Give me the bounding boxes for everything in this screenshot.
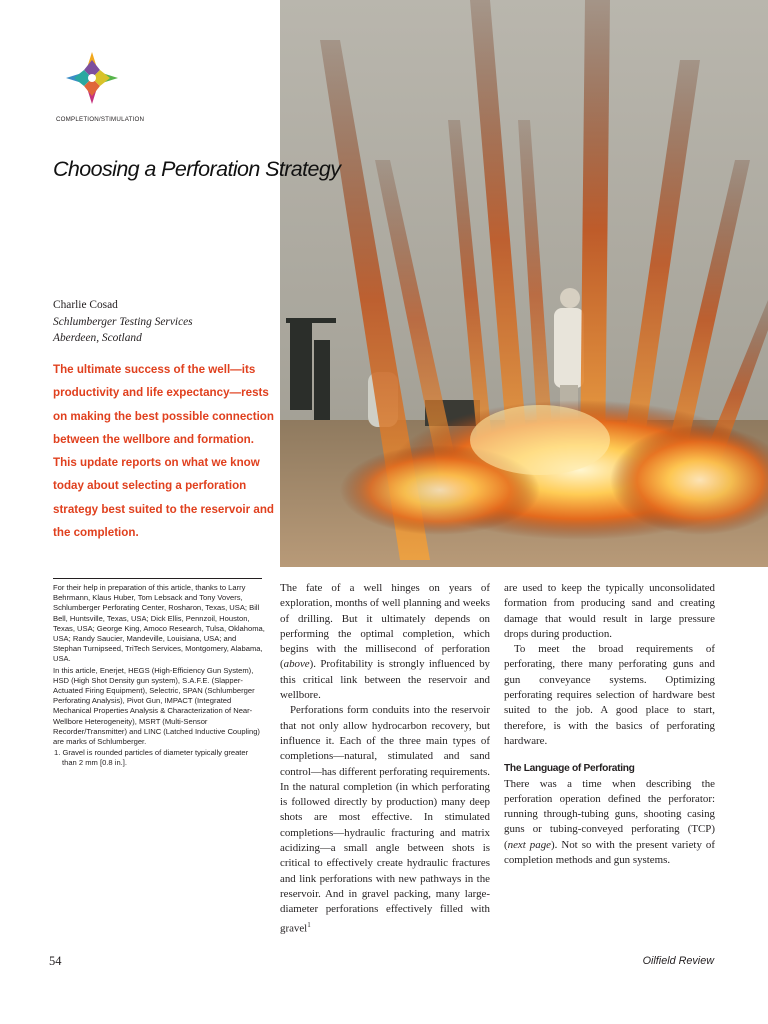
footnote-ref-1[interactable]: 1 — [307, 920, 311, 929]
section-tag: COMPLETION/STIMULATION — [56, 116, 145, 123]
body-paragraph-5 — [504, 777, 715, 869]
text-run: Perforations form conduits into the reservoir that not only allow hydrocarbon recovery, but influence it. Each of the three main types of completions—natural, stimulated and sand control—has different perforating requirements. In the natural completion (in which perforating is followed directly by production) many deep shots are most effective. In stimulated completions—hydraulic fracturing and matrix acidizing—a small angle between shots is critical to effectively create hydraulic fractures and link perforations with new pathways in the reservoir. And in gravel packing, many large-diameter perforations effectively filled with gravel — [280, 704, 490, 935]
author-affiliation: Schlumberger Testing Services — [53, 315, 193, 328]
author-name: Charlie Cosad — [53, 299, 118, 311]
author-block — [53, 297, 273, 347]
perforation-explosion-photo — [280, 0, 768, 567]
body-paragraph-3: are used to keep the typically unconsolidated formation from producing sand and creating damage that would result in large pressure drops during production. — [504, 582, 715, 640]
text-run: ). Not so with the present variety of completion methods and gun systems. — [504, 838, 715, 867]
abstract: The ultimate success of the well—its productivity and life expectancy—rests on making the best possible connection between the wellbore and formation. This update reports on what we know today about selecting a perforation strategy best suited to the reservoir and the completion. — [53, 363, 274, 540]
text-run-italic: above — [283, 658, 310, 671]
footnotes — [53, 583, 265, 770]
footnote-divider — [53, 578, 262, 579]
body-column-1 — [280, 581, 490, 936]
footnote-1: 1. Gravel is rounded particles of diameter typically greater than 2 mm [0.8 in.]. — [54, 748, 249, 768]
text-run: ). Profitability is strongly influenced by this critical link between the reservoir and wellbore. — [280, 658, 490, 702]
compass-logo-icon — [64, 50, 120, 106]
text-run: There was a time when describing the perforation operation defined the perforator: running through-tubing guns, shooting casing guns or tubing-conveyed perforating (TCP) ( — [504, 777, 715, 851]
body-paragraph-1 — [280, 581, 490, 703]
author-location: Aberdeen, Scotland — [53, 332, 142, 344]
text-run: The fate of a well hinges on years of exploration, months of well planning and weeks of drilling. But it ultimately depends on performing the optimal completion, which begins with the millisecond of perforation ( — [280, 582, 490, 671]
text-run-italic: next page — [507, 838, 551, 851]
page-number: 54 — [49, 954, 62, 968]
article-title: Choosing a Perforation Strategy — [53, 157, 341, 181]
body-column-2 — [504, 581, 715, 868]
journal-name: Oilfield Review — [642, 955, 714, 967]
body-paragraph-4: To meet the broad requirements of perforating, there many perforating guns and gun conveyance systems. Optimizing perforating requires selection of hardware best suited to the job. A good place to start, therefore, is with the basics of perforating hardware. — [504, 643, 715, 747]
section-heading: The Language of Perforating — [504, 763, 635, 775]
body-paragraph-2 — [280, 703, 490, 936]
acknowledgment-note: For their help in preparation of this article, thanks to Larry Behrmann, Klaus Huber, Tom Lebsack and Tony Vovers, Schlumberger Perforating Center, Rosharon, Texas, USA; Bill Bell, Huntsville, Texas, USA; Dick Ellis, Pennzoil, Houston, Texas, USA; George King, Amoco Research, Tulsa, Oklahoma, USA; Randy Saucier, Mandeville, Louisiana, USA; and Stephan Turnipseed, TriTech Services, Montgomery, Alabama, USA. — [53, 583, 265, 664]
trademark-note: In this article, Enerjet, HEGS (High-Efficiency Gun System), HSD (High Shot Density gun system), S.A.F.E. (Slapper-Actuated Firing Equipment), Selectric, SPAN (Schlumberger Perforating Analysis), Pivot Gun, IMPACT (Integrated Mechanical Properties Analysis & Characterization of Near-Wellbore Heterogeneity), MSRT (Multi-Sensor Recorder/Transmitter) and LINC (Latched Inductive Coupling) are marks of Schlumberger. — [53, 665, 260, 747]
